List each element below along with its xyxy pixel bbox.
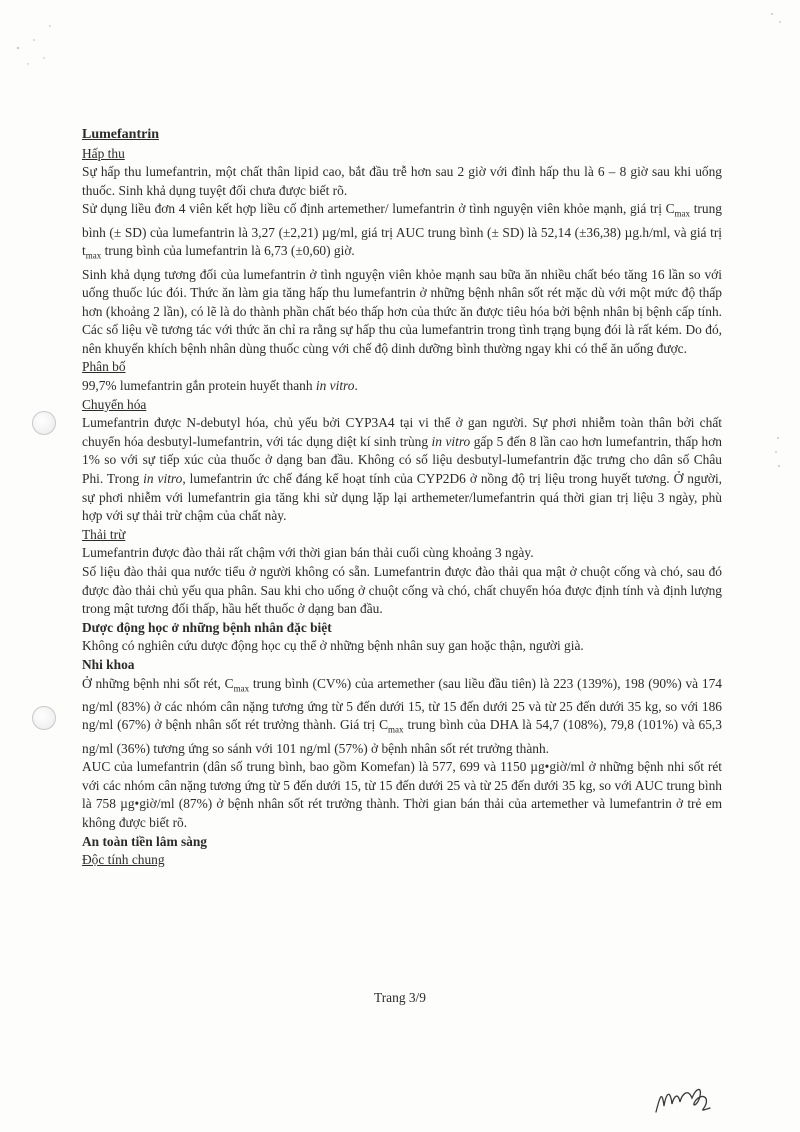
- absorption-paragraph-3: Sinh khả dụng tương đối của lumefantrin ở tình nguyện viên khỏe mạnh sau bữa ăn nhiều chất béo tăng 16 lần so với uống thuốc lúc đói. Thức ăn làm gia tăng hấp thu lumefantrin ở những bệnh nhân sốt rét mặc dù với một mức độ thấp hơn (khoảng 2 lần), có lẽ là do thành phần chất béo thấp hơn của thức ăn được tiêu hóa bởi bệnh nhân bị bệnh cấp tính. Các số liệu về tương tác với thức ăn chỉ ra rằng sự hấp thu của lumefantrin trong tình trạng bụng đói là rất kém. Do đó, nên khuyến khích bệnh nhân dùng thuốc cùng với chế độ dinh dưỡng bình thường ngay khi có thể ăn uống được.: [82, 266, 722, 356]
- text-run: trung bình của lumefantrin là 6,73 (±0,60) giờ.: [101, 243, 355, 259]
- text-run: .: [354, 378, 358, 394]
- text-run: , lumefantrin ức chế đáng kể hoạt tính của CYP2D6 ở nồng độ trị liệu trong huyết tương. Ở người, sự phơi nhiễm với lumefantrin gia tăng khi sử dụng lặp lại arthemeter/lumefantrin quá thời gian trị liệu 3 ngày, phù hợp với sự thải trừ chậm của chất này.: [82, 471, 723, 524]
- pediatrics-paragraph-1: [82, 675, 722, 759]
- italic-term: in vitro: [431, 433, 471, 449]
- punch-hole-mark: [32, 411, 56, 435]
- handwritten-signature: [652, 1082, 722, 1118]
- elimination-paragraph-2: Số liệu đào thải qua nước tiểu ở người không có sẵn. Lumefantrin được đào thải qua mật ở chuột cống và chó, sau đó được đào thải chủ yếu qua phân. Sau khi cho uống ở chuột cống và chó, chất chuyển hóa được định tính và định lượng trong mật tương đối thấp, hầu hết thuốc ở dạng ban đầu.: [82, 564, 722, 617]
- page-number: Trang 3/9: [374, 990, 426, 1005]
- elimination-title: Thải trừ: [82, 526, 126, 542]
- italic-term: in vitro: [315, 378, 355, 394]
- subscript-max: max: [233, 683, 250, 694]
- subscript-max: max: [674, 209, 691, 220]
- text-run: Sử dụng liều đơn 4 viên kết hợp liều cố định artemether/ lumefantrin ở tình nguyện viên khỏe mạnh, giá trị C: [82, 201, 675, 217]
- general-toxicity-subtitle: Độc tính chung: [82, 852, 165, 868]
- distribution-paragraph: [82, 377, 722, 396]
- distribution-title: Phân bố: [82, 359, 126, 375]
- special-populations-paragraph: Không có nghiên cứu dược động học cụ thể ở những bệnh nhân suy gan hoặc thận, người già.: [82, 638, 584, 654]
- pediatrics-title: Nhi khoa: [82, 656, 135, 672]
- metabolism-title: Chuyển hóa: [82, 396, 147, 412]
- absorption-paragraph-2: [82, 200, 722, 265]
- text-run: Ở những bệnh nhi sốt rét, C: [82, 675, 234, 691]
- text-run: Lumefantrin được N-debutyl hóa, chủ yếu bởi CYP3A4 tại vi thể ở gan người. Sự phơi nhiễm toàn thân bởi chất chuyển hóa desbutyl-lumefantrin, với tác dụng diệt kí sinh trùng: [82, 415, 722, 449]
- text-run: gấp 5 đến 8 lần cao hơn lumefantrin, thấp hơn 1% so với sự tiếp xúc của thuốc ở dạng ban đầu. Không có số liệu desbutyl-lumefantrin đặc trưng cho dân số Châu Phi. Trong: [82, 433, 722, 487]
- subscript-max: max: [388, 725, 404, 736]
- special-populations-title: Dược động học ở những bệnh nhân đặc biệt: [82, 619, 332, 635]
- pediatrics-paragraph-2: AUC của lumefantrin (dân số trung bình, bao gồm Komefan) là 577, 699 và 1150 µg•giờ/ml ở những bệnh nhi sốt rét với các nhóm cân nặng tương ứng từ 5 đến dưới 15, từ 15 đến dưới 25 và từ 25 đến dưới 35 kg, so với AUC trung bình là 758 µg•giờ/ml (87%) ở bệnh nhân sốt rét trưởng thành. Thời gian bán thải của artemether và lumefantrin ở trẻ em không được biết rõ.: [82, 759, 722, 831]
- metabolism-paragraph: [82, 414, 722, 526]
- text-run: trung bình (± SD) của lumefantrin là 3,27 (±2,21) µg/ml, giá trị AUC trung bình (± SD) là 52,14 (±36,38) µg.h/ml, và giá trị t: [82, 201, 722, 259]
- elimination-paragraph-1: Lumefantrin được đào thải rất chậm với thời gian bán thải cuối cùng khoảng 3 ngày.: [82, 545, 534, 561]
- italic-term: in vitro: [143, 471, 183, 487]
- text-run: trung bình của DHA là 54,7 (108%), 79,8 (101%) và 65,3 ng/ml (36%) tương ứng so sánh với 101 ng/ml (57%) ở bệnh nhân sốt rét trưởng thành.: [82, 717, 722, 756]
- absorption-paragraph-1: Sự hấp thu lumefantrin, một chất thân lipid cao, bắt đầu trễ hơn sau 2 giờ với đỉnh hấp thu là 6 – 8 giờ sau khi uống thuốc. Sinh khả dụng tuyệt đối chưa được biết rõ.: [82, 164, 722, 198]
- section-heading: Lumefantrin: [82, 127, 159, 142]
- subscript-max: max: [85, 250, 102, 261]
- absorption-title: Hấp thu: [82, 145, 125, 161]
- text-run: 99,7% lumefantrin gắn protein huyết thanh: [82, 378, 316, 394]
- text-run: trung bình (CV%) của artemether (sau liều đầu tiên) là 223 (139%), 198 (90%) và 174 ng/ml (83%) ở các nhóm cân nặng tương ứng từ 5 đến dưới 15, từ 15 đến dưới 25 và từ 25 đến dưới 35 kg, so với 186 ng/ml (67%) ở bệnh nhân sốt rét trưởng thành. Giá trị C: [82, 675, 722, 733]
- document-body: [82, 126, 722, 870]
- preclinical-title: An toàn tiền lâm sàng: [82, 833, 207, 849]
- punch-hole-mark: [32, 706, 56, 730]
